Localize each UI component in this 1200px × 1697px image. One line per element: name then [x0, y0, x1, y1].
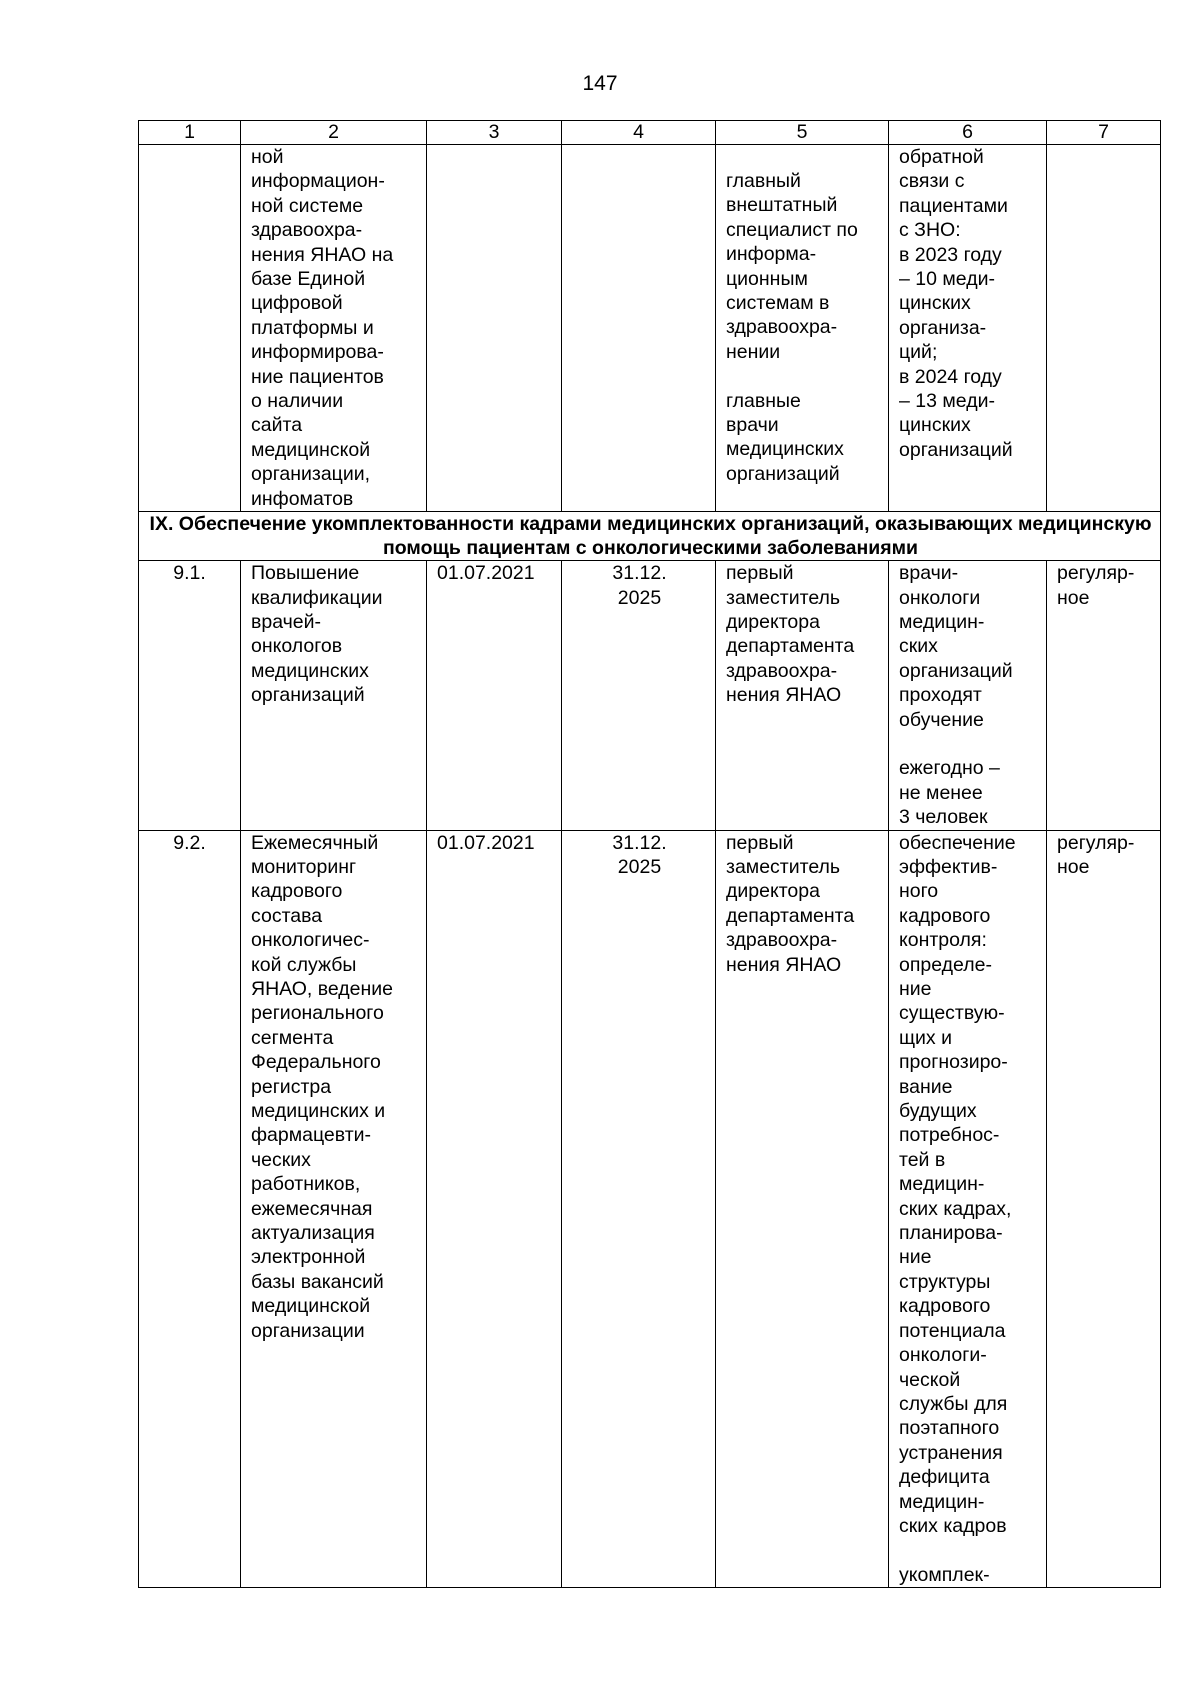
- section-heading-row: [139, 512, 1161, 561]
- cell-measure-name: Повышение квалификации врачей- онкологов медицинских организаций: [241, 561, 427, 830]
- cell-num: 9.2.: [139, 830, 241, 1588]
- cell-start-date: [427, 145, 562, 512]
- cell-type: [1047, 145, 1161, 512]
- cell-end-date: 31.12. 2025: [562, 830, 716, 1588]
- measures-table: [138, 120, 1161, 1588]
- column-number: 1: [139, 121, 241, 145]
- cell-type: регуляр- ное: [1047, 561, 1161, 830]
- cell-result: обратной связи с пациентами с ЗНО: в 2023 году – 10 меди- цинских организа- ций; в 2024 году – 13 меди- цинских организаций: [889, 145, 1047, 512]
- cell-start-date: 01.07.2021: [427, 561, 562, 830]
- cell-num: [139, 145, 241, 512]
- column-number: 7: [1047, 121, 1161, 145]
- column-number: 2: [241, 121, 427, 145]
- responsible-text: главный внештатный специалист по информа- ционным системам в здравоохра- нении главные врачи медицинских организаций: [726, 170, 858, 485]
- table-row: [139, 830, 1161, 1588]
- cell-end-date: [562, 145, 716, 512]
- cell-responsible: первый заместитель директора департамента здравоохра- нения ЯНАО: [716, 561, 889, 830]
- cell-num: 9.1.: [139, 561, 241, 830]
- column-number: 4: [562, 121, 716, 145]
- column-number-row: [139, 121, 1161, 145]
- cell-responsible: первый заместитель директора департамента здравоохра- нения ЯНАО: [716, 830, 889, 1588]
- page-number: 147: [582, 72, 618, 95]
- column-number: 5: [716, 121, 889, 145]
- cell-start-date: 01.07.2021: [427, 830, 562, 1588]
- cell-result: обеспечение эффектив- ного кадрового контроля: определе- ние существую- щих и прогнозиро- вание будущих потребнос- тей в медицин- ских кадрах, планирова- ние структуры кадрового потенциала онкологи- ческой службы для поэтапного устранения дефицита медицин- ских кадров укомплек-: [889, 830, 1047, 1588]
- cell-result: врачи- онкологи медицин- ских организаций проходят обучение ежегодно – не менее 3 человек: [889, 561, 1047, 830]
- continuation-row: [139, 145, 1161, 512]
- section-title: IX. Обеспечение укомплектованности кадрами медицинских организаций, оказывающих медицинскую помощь пациентам с онкологическими заболеваниями: [139, 512, 1161, 561]
- cell-responsible: [716, 145, 889, 512]
- column-number: 6: [889, 121, 1047, 145]
- column-number: 3: [427, 121, 562, 145]
- cell-type: регуляр- ное: [1047, 830, 1161, 1588]
- cell-measure-name: Ежемесячный мониторинг кадрового состава онкологичес- кой службы ЯНАО, ведение регионального сегмента Федерального регистра медицинских и фармацевти- ческих работников, ежемесячная актуализация электронной базы вакансий медицинской организации: [241, 830, 427, 1588]
- table-row: [139, 561, 1161, 830]
- cell-end-date: 31.12. 2025: [562, 561, 716, 830]
- cell-measure-name: ной информацион- ной системе здравоохра- нения ЯНАО на базе Единой цифровой платформы и информирова- ние пациентов о наличии сайта медицинской организации, инфоматов: [241, 145, 427, 512]
